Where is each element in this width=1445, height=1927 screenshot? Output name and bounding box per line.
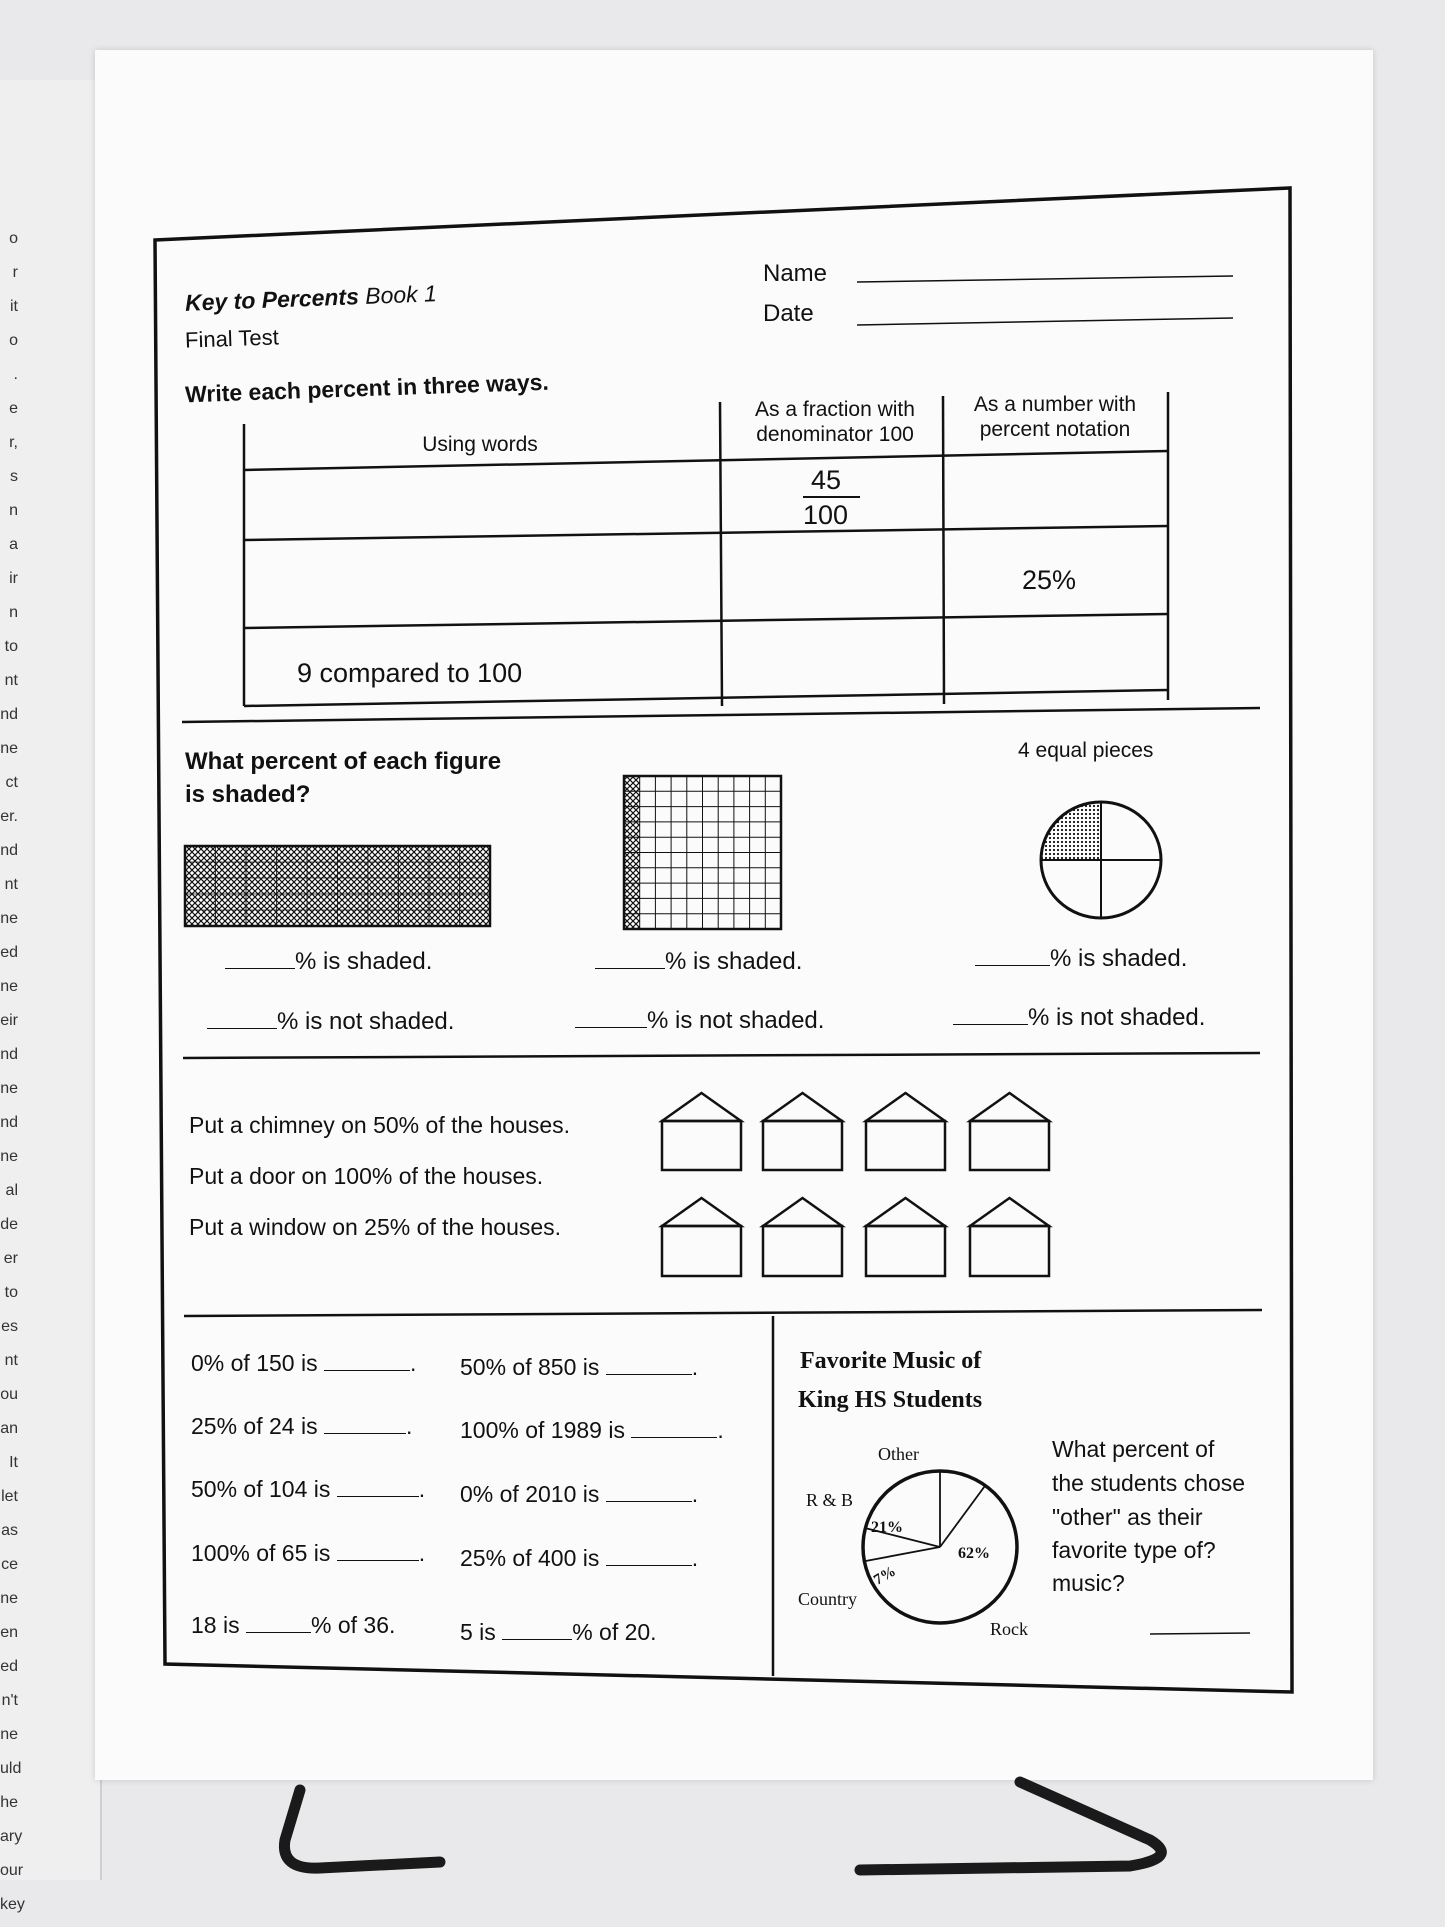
- question-25-24: 25% of 24 is .: [191, 1413, 413, 1439]
- left-page-fragment: ne: [0, 1726, 18, 1743]
- left-page-fragment: as: [1, 1522, 18, 1539]
- pie-value-rock: 62%: [958, 1545, 990, 1562]
- grid-shaded-cell: [624, 853, 640, 868]
- left-page-fragment: uld: [0, 1760, 22, 1777]
- house-body: [970, 1226, 1049, 1276]
- left-page-fragment: nd: [0, 1046, 18, 1063]
- grid-shaded-cell: [624, 914, 640, 929]
- pie-label-country: Country: [798, 1589, 858, 1609]
- left-page-fragment: nd: [0, 842, 18, 859]
- left-page-fragment: ce: [1, 1556, 18, 1573]
- test-subtitle: Final Test: [184, 324, 280, 353]
- pie-value-country: 7%: [871, 1563, 899, 1589]
- answer-blank[interactable]: [606, 1545, 692, 1566]
- grid-shaded-cell: [624, 883, 640, 898]
- house-body: [970, 1121, 1049, 1170]
- answer-blank[interactable]: [606, 1481, 692, 1502]
- answer-blank[interactable]: [207, 1008, 277, 1029]
- left-page-fragment: ne: [0, 740, 18, 757]
- question-100-1989: 100% of 1989 is .: [460, 1417, 724, 1443]
- question-18-of-36: 18 is % of 36.: [191, 1612, 396, 1638]
- percent-value: 25%: [1022, 565, 1077, 595]
- left-page-fragment: nd: [0, 1114, 18, 1131]
- answer-blank[interactable]: [324, 1413, 406, 1434]
- other-question-line5: music?: [1052, 1570, 1125, 1596]
- name-line: [857, 276, 1233, 282]
- left-page-fragment: er.: [0, 808, 18, 825]
- other-question-line1: What percent of: [1052, 1436, 1215, 1462]
- left-page-fragment: It: [9, 1454, 18, 1471]
- left-page-fragment: o: [9, 230, 18, 247]
- house-roof: [970, 1093, 1049, 1121]
- answer-blank[interactable]: [246, 1612, 311, 1633]
- section-divider: [183, 1053, 1260, 1058]
- grid-shaded-cell: [624, 837, 640, 852]
- house-body: [763, 1226, 842, 1276]
- other-question-line3: "other" as their: [1052, 1504, 1203, 1530]
- left-page-fragment: er: [3, 1250, 18, 1267]
- answer-blank[interactable]: [324, 1350, 410, 1371]
- not-shaded-answer-3: % is not shaded.: [953, 1004, 1205, 1032]
- house-body: [662, 1226, 741, 1276]
- house-roof: [763, 1093, 842, 1121]
- left-page-fragment: ary: [0, 1828, 23, 1845]
- left-page-fragment: r: [12, 264, 18, 281]
- grid-shaded-cell: [624, 822, 640, 837]
- col-header-fraction: As a fraction with denominator 100: [755, 398, 915, 446]
- chart-title-line2: King HS Students: [798, 1387, 983, 1413]
- left-page-fragment: to: [4, 638, 18, 655]
- answer-blank[interactable]: [595, 948, 665, 969]
- house-roof: [763, 1198, 842, 1226]
- answer-blank[interactable]: [225, 948, 295, 969]
- question-5-of-20: 5 is % of 20.: [460, 1619, 657, 1645]
- left-page-fragment: al: [5, 1182, 18, 1199]
- left-page-fragment: to: [4, 1284, 18, 1301]
- pie-label-rnb: R & B: [806, 1490, 854, 1510]
- left-page-fragment: ir: [9, 570, 18, 587]
- grid-shaded-cell: [624, 776, 640, 791]
- col-header-percent: As a number with percent notation: [973, 393, 1137, 441]
- houses: [662, 1093, 1049, 1276]
- house-body: [662, 1121, 741, 1170]
- question-25-400: 25% of 400 is .: [460, 1545, 699, 1571]
- other-question-line4: favorite type of?: [1052, 1537, 1216, 1563]
- shaded-answer-2: % is shaded.: [595, 948, 802, 976]
- left-page-fragment: ou: [0, 1386, 18, 1403]
- left-page-fragment: n't: [1, 1692, 18, 1709]
- left-page-fragment: nt: [4, 1352, 18, 1369]
- answer-blank[interactable]: [953, 1004, 1028, 1025]
- left-page-fragment: he: [0, 1794, 18, 1811]
- left-page-fragment: s: [10, 468, 18, 485]
- section2-question-line2: is shaded?: [185, 781, 311, 808]
- left-page-fragment: key: [0, 1896, 25, 1913]
- answer-blank[interactable]: [631, 1417, 717, 1438]
- house-roof: [866, 1198, 945, 1226]
- date-label: Date: [763, 300, 814, 327]
- left-page-fragment: a: [9, 536, 18, 553]
- question-0-150: 0% of 150 is .: [191, 1350, 417, 1376]
- house-instruction-window: Put a window on 25% of the houses.: [189, 1214, 562, 1240]
- left-page-fragment: r,: [9, 434, 18, 451]
- not-shaded-answer-2: % is not shaded.: [575, 1007, 824, 1035]
- left-page-fragment: ct: [5, 774, 18, 791]
- pie-label-other: Other: [878, 1444, 919, 1464]
- date-line: [857, 318, 1233, 325]
- left-page-fragment: de: [0, 1216, 18, 1233]
- not-shaded-answer-1: % is not shaded.: [207, 1008, 454, 1036]
- left-page-fragment: ne: [0, 978, 18, 995]
- music-pie-chart: [863, 1471, 1017, 1623]
- fraction-denominator: 100: [803, 500, 849, 530]
- left-page-fragment: es: [1, 1318, 18, 1335]
- left-page-fragment: e: [9, 400, 18, 417]
- words-value: 9 compared to 100: [297, 658, 523, 688]
- left-page-fragment: our: [0, 1862, 24, 1879]
- house-body: [866, 1226, 945, 1276]
- section-divider: [182, 708, 1260, 722]
- pie-slice-edge: [864, 1547, 940, 1561]
- left-page-fragment: nt: [4, 876, 18, 893]
- answer-blank[interactable]: [502, 1619, 572, 1640]
- answer-blank[interactable]: [337, 1476, 419, 1497]
- grid-shaded-cell: [624, 807, 640, 822]
- other-answer-line: [1150, 1633, 1250, 1634]
- book-title: Key to Percents Book 1: [184, 280, 438, 316]
- house-instruction-door: Put a door on 100% of the houses.: [189, 1163, 544, 1189]
- left-page-fragment: ed: [0, 944, 18, 961]
- question-100-65: 100% of 65 is .: [191, 1540, 426, 1566]
- answer-blank[interactable]: [337, 1540, 419, 1561]
- section1-instruction: Write each percent in three ways.: [184, 368, 550, 408]
- circle-label: 4 equal pieces: [1018, 739, 1154, 762]
- shaded-answer-3: % is shaded.: [975, 945, 1187, 973]
- left-page-fragment: n: [9, 502, 18, 519]
- shaded-answer-1: % is shaded.: [225, 948, 432, 976]
- left-page-fragment: ne: [0, 1148, 18, 1165]
- left-page-fragment: eir: [0, 1012, 18, 1029]
- pie-value-rnb: 21%: [871, 1519, 903, 1536]
- left-page-fragment: ne: [0, 1590, 18, 1607]
- left-page-fragment: .: [13, 366, 18, 383]
- left-page-fragment: an: [0, 1420, 18, 1437]
- house-body: [763, 1121, 842, 1170]
- question-0-2010: 0% of 2010 is .: [460, 1481, 699, 1507]
- grid-shaded-cell: [624, 868, 640, 883]
- answer-blank[interactable]: [575, 1007, 647, 1028]
- section-divider: [184, 1310, 1262, 1316]
- left-page-fragment: o: [9, 332, 18, 349]
- house-roof: [662, 1198, 741, 1226]
- other-question-line2: the students chose: [1052, 1470, 1246, 1496]
- house-body: [866, 1121, 945, 1170]
- left-page-fragment: n: [9, 604, 18, 621]
- house-roof: [866, 1093, 945, 1121]
- hundred-grid: [624, 776, 781, 929]
- left-page-fragment: let: [1, 1488, 18, 1505]
- left-page-fragment: it: [10, 298, 18, 315]
- left-page-fragment: ne: [0, 910, 18, 927]
- question-50-104: 50% of 104 is .: [191, 1476, 426, 1502]
- left-page-fragment: ed: [0, 1658, 18, 1675]
- left-page-fragment: nt: [4, 672, 18, 689]
- question-50-850: 50% of 850 is .: [460, 1354, 699, 1380]
- col-header-words: Using words: [422, 433, 538, 456]
- house-roof: [662, 1093, 741, 1121]
- name-label: Name: [763, 260, 828, 287]
- grid-shaded-cell: [624, 791, 640, 806]
- left-page-fragment: en: [0, 1624, 18, 1641]
- house-instruction-chimney: Put a chimney on 50% of the houses.: [189, 1112, 571, 1138]
- pie-slice-edge: [940, 1486, 985, 1547]
- chart-title-line1: Favorite Music of: [800, 1348, 982, 1374]
- left-page-fragment: nd: [0, 706, 18, 723]
- pie-label-rock: Rock: [990, 1619, 1028, 1639]
- grid-shaded-cell: [624, 898, 640, 913]
- house-roof: [970, 1198, 1049, 1226]
- answer-blank[interactable]: [975, 945, 1050, 966]
- answer-blank[interactable]: [606, 1354, 692, 1375]
- circle-figure: [1041, 802, 1161, 918]
- fraction-numerator: 45: [811, 465, 842, 495]
- left-page-fragment: ne: [0, 1080, 18, 1097]
- section2-question-line1: What percent of each figure: [185, 748, 502, 775]
